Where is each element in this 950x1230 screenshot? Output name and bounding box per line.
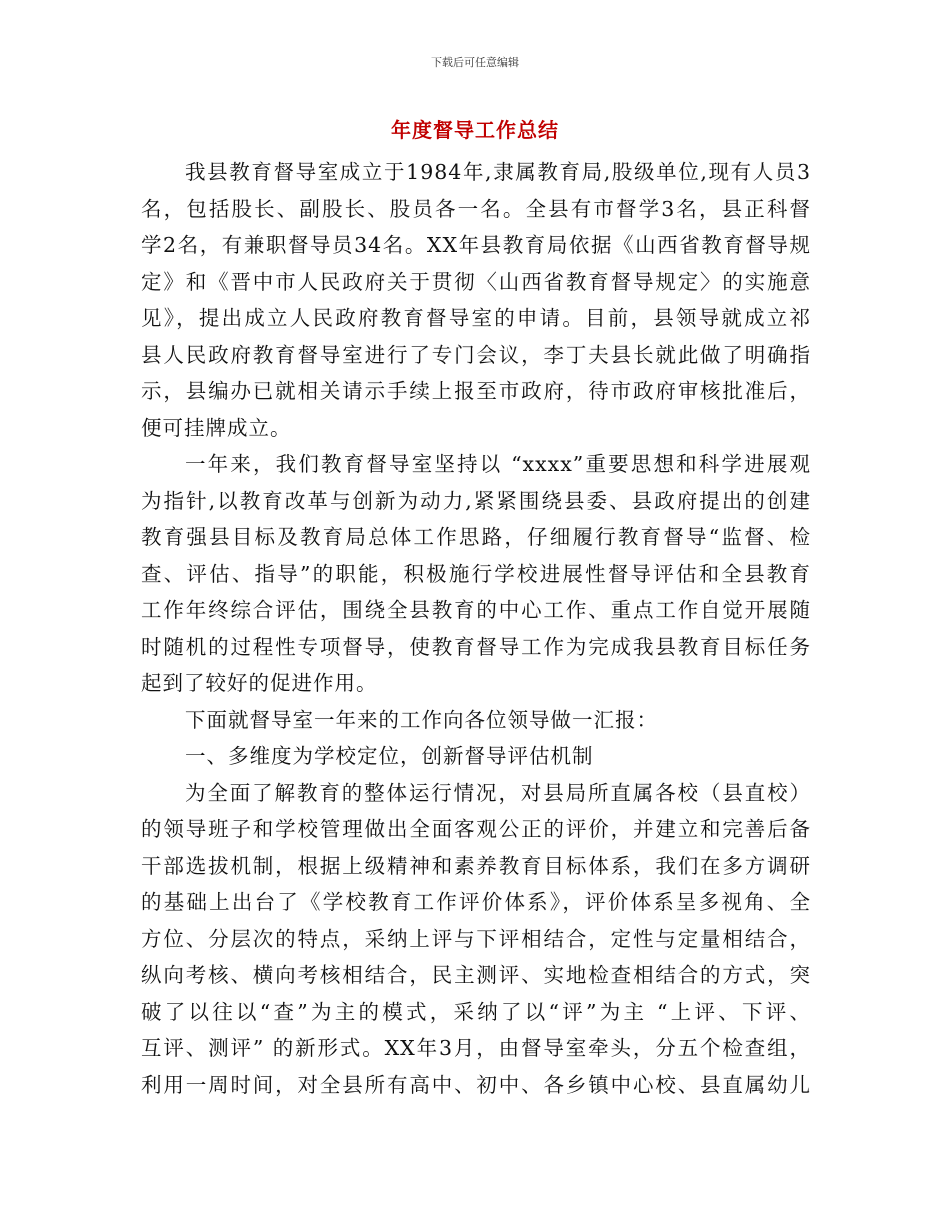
text-line: 时随机的过程性专项督导，使教育督导工作为完成我县教育目标任务 — [141, 634, 811, 659]
text-line: 起到了较好的促进作用。 — [141, 671, 378, 695]
text-line: 学2名，有兼职督导员34名。XX年县教育局依据《山西省教育督导规 — [141, 233, 811, 257]
text-line: 下面就督导室一年来的工作向各位领导做一汇报： — [185, 707, 658, 732]
text-line: 的基础上出台了《学校教育工作评价体系》，评价体系呈多视角、全 — [141, 890, 811, 914]
text-line: 工作年终综合评估，围绕全县教育的中心工作、重点工作自觉开展随 — [141, 598, 811, 622]
text-line: 纵向考核、横向考核相结合，民主测评、实地检查相结合的方式，突 — [141, 963, 811, 987]
text-line: 为全面了解教育的整体运行情况，对县局所直属各校（县直校） — [185, 780, 811, 805]
text-line: 为指针,以教育改革与创新为动力,紧紧围绕县委、县政府提出的创建 — [141, 488, 811, 513]
document-body — [141, 154, 811, 1103]
text-line: 利用一周时间，对全县所有高中、初中、各乡镇中心校、县直属幼儿 — [141, 1072, 811, 1097]
text-line: 互评、测评” 的新形式。XX年3月，由督导室牵头，分五个检查组， — [141, 1036, 811, 1060]
page-title: 年度督导工作总结 — [391, 118, 559, 142]
text-line: 查、评估、指导”的职能，积极施行学校进展性督导评估和全县教育 — [141, 561, 811, 586]
text-line: 县人民政府教育督导室进行了专门会议，李丁夫县长就此做了明确指 — [141, 342, 811, 367]
text-line: 的领导班子和学校管理做出全面客观公正的评价，并建立和完善后备 — [141, 817, 811, 841]
text-line: 教育强县目标及教育局总体工作思路，仔细履行教育督导“监督、检 — [141, 525, 811, 549]
text-line: 我县教育督导室成立于1984年,隶属教育局,股级单位,现有人员3 — [185, 160, 811, 184]
text-line: 一年来，我们教育督导室坚持以 “xxxx”重要思想和科学进展观 — [185, 452, 811, 476]
text-line: 名，包括股长、副股长、股员各一名。全县有市督学3名，县正科督 — [141, 196, 811, 221]
text-line: 定》和《晋中市人民政府关于贯彻〈山西省教育督导规定〉的实施意 — [141, 269, 811, 294]
text-line: 一、多维度为学校定位，创新督导评估机制 — [185, 744, 594, 768]
text-line: 干部选拔机制，根据上级精神和素养教育目标体系，我们在多方调研 — [141, 853, 811, 878]
text-line: 示，县编办已就相关请示手续上报至市政府，待市政府审核批准后， — [141, 379, 811, 403]
text-line: 方位、分层次的特点，采纳上评与下评相结合，定性与定量相结合， — [141, 926, 811, 951]
text-line: 见》，提出成立人民政府教育督导室的申请。目前，县领导就成立祁 — [141, 306, 811, 330]
text-line: 便可挂牌成立。 — [141, 415, 292, 440]
header-note: 下载后可任意编辑 — [431, 56, 519, 69]
text-line: 破了以往以“查”为主的模式，采纳了以“评”为主 “上评、下评、 — [141, 999, 811, 1024]
